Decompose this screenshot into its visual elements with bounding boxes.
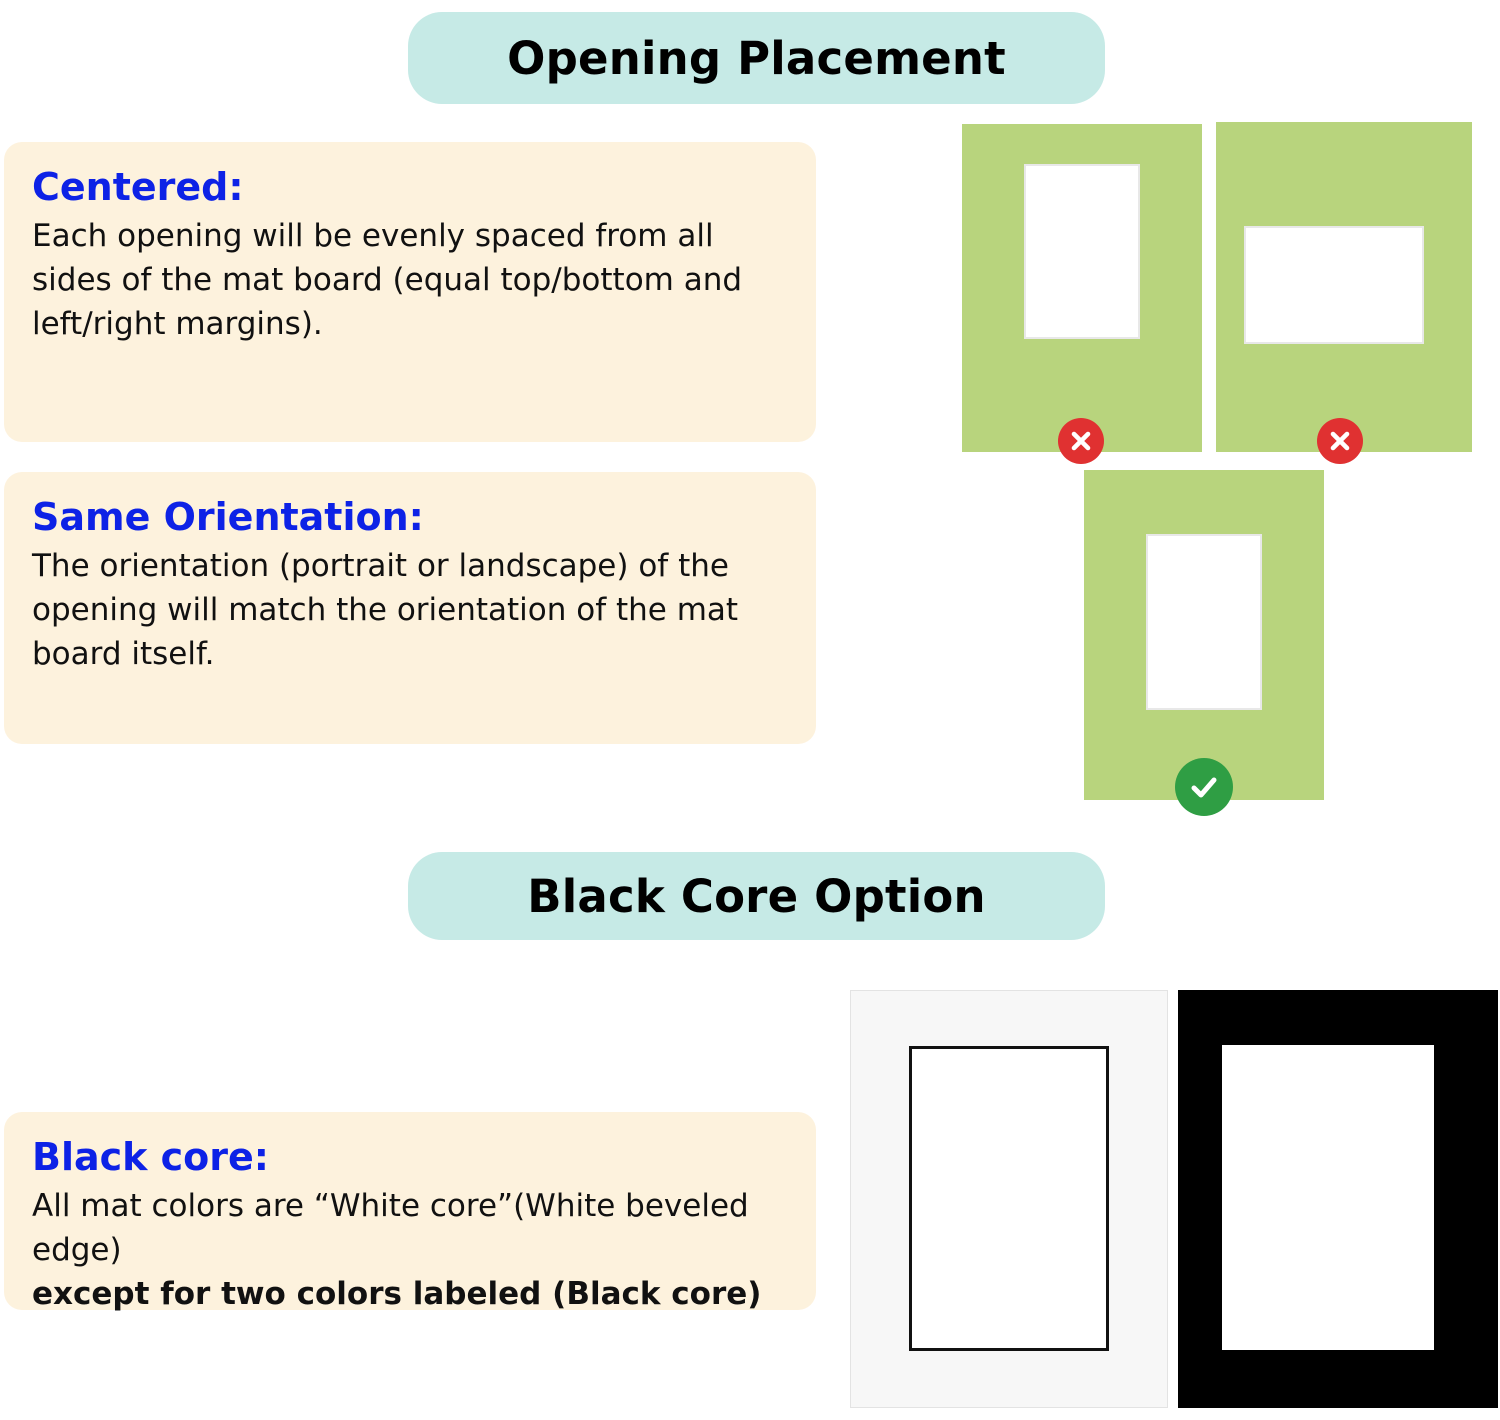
mat-board-black-core-sample	[1178, 990, 1498, 1408]
note-heading-same-orientation: Same Orientation:	[32, 495, 424, 539]
mat-opening	[1146, 534, 1262, 710]
mat-opening-black-bevel	[909, 1046, 1109, 1351]
check-icon	[1175, 758, 1233, 816]
mat-board-white-core-sample	[850, 990, 1168, 1408]
section-title-black-core-option: Black Core Option	[408, 852, 1105, 940]
note-card-same-orientation	[4, 472, 816, 744]
section-title-opening-placement: Opening Placement	[408, 12, 1105, 104]
mat-opening	[1024, 164, 1140, 339]
note-heading-centered: Centered:	[32, 165, 244, 209]
note-body-centered: Each opening will be evenly spaced from all sides of the mat board (equal top/bottom and left/right margins).	[32, 217, 743, 342]
note-body-black-core-line2: except for two colors labeled (Black core)	[32, 1275, 762, 1312]
note-card-centered	[4, 142, 816, 442]
mat-opening-white-bevel	[1222, 1045, 1434, 1350]
mat-board-portrait-offcenter-opening	[962, 124, 1202, 452]
note-body-black-core-line1: All mat colors are “White core”(White beveled edge)	[32, 1187, 749, 1268]
note-card-black-core	[4, 1112, 816, 1310]
mat-opening	[1244, 226, 1424, 344]
cross-icon	[1317, 418, 1363, 464]
note-body-same-orientation: The orientation (portrait or landscape) of the opening will match the orientation of the mat board itself.	[32, 547, 739, 672]
mat-board-portrait-centered-opening	[1084, 470, 1324, 800]
mat-board-portrait-landscape-opening	[1216, 122, 1472, 452]
cross-icon	[1058, 418, 1104, 464]
note-heading-black-core: Black core:	[32, 1135, 269, 1179]
